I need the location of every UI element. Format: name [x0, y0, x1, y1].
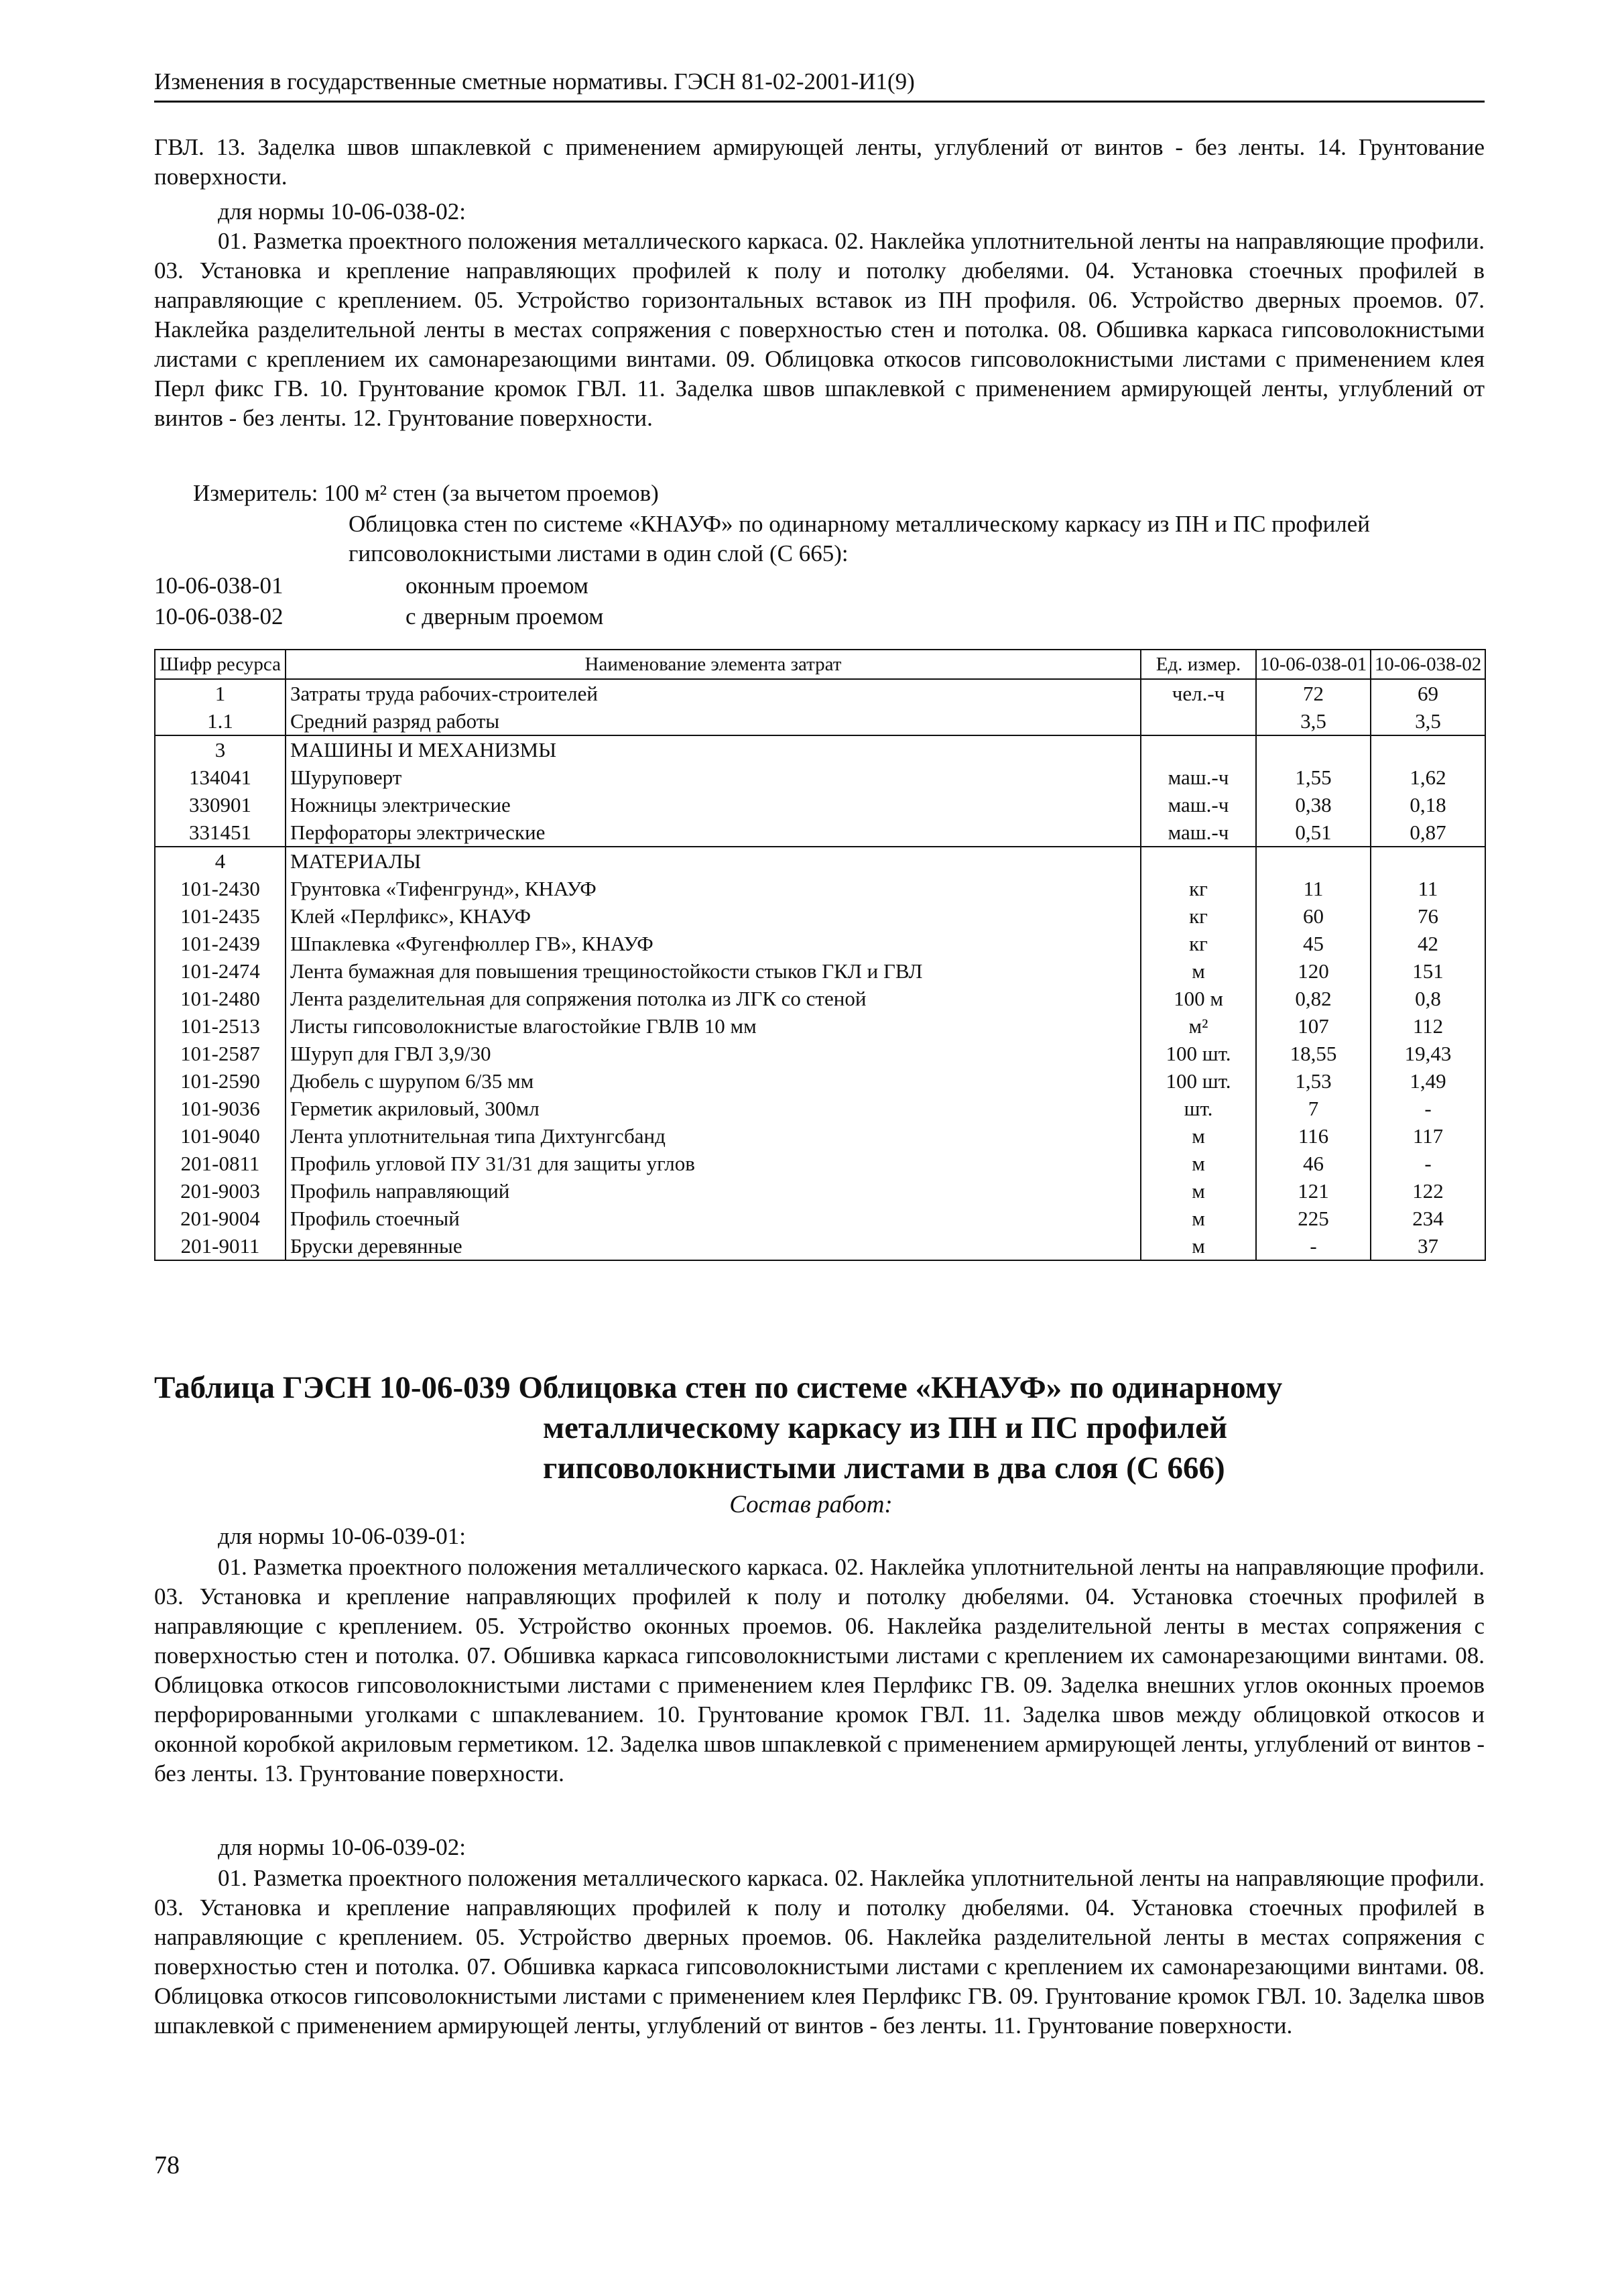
resource-unit: кг — [1141, 902, 1256, 930]
table-row — [155, 902, 1485, 930]
running-header: Изменения в государственные сметные нормативы. ГЭСН 81-02-2001-И1(9) — [154, 67, 1485, 103]
resource-code: 101-2474 — [155, 957, 286, 985]
table-row — [155, 819, 1485, 847]
resource-unit: 100 шт. — [1141, 1067, 1256, 1095]
value-038-01: 60 — [1256, 902, 1371, 930]
table-row — [155, 1067, 1485, 1095]
resource-code: 101-2435 — [155, 902, 286, 930]
resource-code: 134041 — [155, 764, 286, 791]
value-038-02: 117 — [1371, 1122, 1485, 1150]
resource-unit: м — [1141, 1205, 1256, 1232]
value-038-01 — [1256, 735, 1371, 764]
header-code: Шифр ресурса — [155, 650, 286, 679]
value-038-01: 120 — [1256, 957, 1371, 985]
resource-code: 201-9011 — [155, 1232, 286, 1260]
resource-unit: м — [1141, 957, 1256, 985]
resource-name: Лента разделительная для сопряжения потолка из ЛГК со стеной — [286, 985, 1141, 1012]
resource-unit: маш.-ч — [1141, 791, 1256, 819]
resource-name: Профиль направляющий — [286, 1177, 1141, 1205]
value-038-01: 72 — [1256, 679, 1371, 707]
value-038-02: - — [1371, 1150, 1485, 1177]
resource-unit — [1141, 735, 1256, 764]
resource-name: Профиль угловой ПУ 31/31 для защиты углов — [286, 1150, 1141, 1177]
value-038-01: 1,55 — [1256, 764, 1371, 791]
resource-code: 101-2430 — [155, 875, 286, 902]
resource-name: Бруски деревянные — [286, 1232, 1141, 1260]
norm-code: 10-06-038-01 — [154, 572, 284, 599]
value-038-01: - — [1256, 1232, 1371, 1260]
value-038-02: 1,49 — [1371, 1067, 1485, 1095]
value-038-02: - — [1371, 1095, 1485, 1122]
work-list-038-02: 01. Разметка проектного положения металлического каркаса. 02. Наклейка уплотнительной ленты на направляющие профили. 03. Установка и крепление направляющих профилей к полу и потолку дюбелями. 04. Установка стоечных профилей в направляющие с креплением. 05. Устройство горизонтальных вставок из ПН профиля. 06. Устройство дверных проемов. 07. Наклейка разделительной ленты в местах сопряжения с поверхностью стен и потолка. 08. Обшивка каркаса гипсоволокнистыми листами с креплением их самонарезающими винтами. 09. Облицовка откосов гипсоволокнистыми листами с применением клея Перл фикс ГВ. 10. Грунтование кромок ГВЛ. 11. Заделка швов шпаклевкой с применением армирующей ленты, углублений от винтов - без ленты. 12. Грунтование поверхности. — [154, 228, 1485, 431]
resource-code: 3 — [155, 735, 286, 764]
table-header-row — [155, 650, 1485, 679]
resource-name: Грунтовка «Тифенгрунд», КНАУФ — [286, 875, 1141, 902]
measure-unit: Измеритель: 100 м² стен (за вычетом проемов) — [193, 480, 659, 506]
resource-name: Лента бумажная для повышения трещиностойкости стыков ГКЛ и ГВЛ — [286, 957, 1141, 985]
resource-unit: 100 м — [1141, 985, 1256, 1012]
table-row — [155, 1122, 1485, 1150]
value-038-02: 1,62 — [1371, 764, 1485, 791]
norm-code: 10-06-038-02 — [154, 603, 284, 629]
resource-unit: маш.-ч — [1141, 764, 1256, 791]
table-row — [155, 847, 1485, 875]
resource-name: Ножницы электрические — [286, 791, 1141, 819]
value-038-01: 121 — [1256, 1177, 1371, 1205]
value-038-02: 69 — [1371, 679, 1485, 707]
resource-unit: кг — [1141, 930, 1256, 957]
table-row — [155, 930, 1485, 957]
header-col1: 10-06-038-01 — [1256, 650, 1371, 679]
resource-unit: м — [1141, 1150, 1256, 1177]
resource-code: 201-9003 — [155, 1177, 286, 1205]
value-038-01: 0,51 — [1256, 819, 1371, 847]
resource-code: 101-9040 — [155, 1122, 286, 1150]
resource-name: МАШИНЫ И МЕХАНИЗМЫ — [286, 735, 1141, 764]
value-038-01: 0,38 — [1256, 791, 1371, 819]
resource-code: 101-9036 — [155, 1095, 286, 1122]
value-038-02: 19,43 — [1371, 1040, 1485, 1067]
resource-unit: маш.-ч — [1141, 819, 1256, 847]
resource-unit: чел.-ч — [1141, 679, 1256, 707]
table-row — [155, 875, 1485, 902]
table-row — [155, 1012, 1485, 1040]
section-title-line: металлическому каркасу из ПН и ПС профилей — [543, 1410, 1228, 1445]
resource-name: Шпаклевка «Фугенфюллер ГВ», КНАУФ — [286, 930, 1141, 957]
table-caption: Облицовка стен по системе «КНАУФ» по одинарному металлическому каркасу из ПН и ПС профилей гипсоволокнистыми листами в один слой (С 665): — [349, 511, 1371, 566]
table-row — [155, 1095, 1485, 1122]
resource-code: 1.1 — [155, 707, 286, 735]
norm-label-038-02: для нормы 10-06-038-02: — [218, 198, 466, 225]
resource-code: 101-2587 — [155, 1040, 286, 1067]
header-col2: 10-06-038-02 — [1371, 650, 1485, 679]
resource-name: МАТЕРИАЛЫ — [286, 847, 1141, 875]
resource-code: 101-2590 — [155, 1067, 286, 1095]
value-038-02: 3,5 — [1371, 707, 1485, 735]
resource-name: Шуруп для ГВЛ 3,9/30 — [286, 1040, 1141, 1067]
value-038-02 — [1371, 735, 1485, 764]
header-name: Наименование элемента затрат — [286, 650, 1141, 679]
resource-unit: м — [1141, 1122, 1256, 1150]
value-038-01: 46 — [1256, 1150, 1371, 1177]
work-list-039-02: 01. Разметка проектного положения металлического каркаса. 02. Наклейка уплотнительной ленты на направляющие профили. 03. Установка и крепление направляющих профилей к полу и потолку дюбелями. 04. Установка стоечных профилей в направляющие с креплением. 05. Устройство дверных проемов. 06. Наклейка разделительной ленты в местах сопряжения с поверхностью стен и потолка. 07. Обшивка каркаса гипсоволокнистыми листами с креплением их самонарезающими винтами. 08. Облицовка откосов гипсоволокнистыми листами с применением клея Перлфикс ГВ. 09. Грунтование кромок ГВЛ. 10. Заделка швов шпаклевкой с применением армирующей ленты, углублений от винтов - без ленты. 11. Грунтование поверхности. — [154, 1865, 1485, 2039]
value-038-01: 3,5 — [1256, 707, 1371, 735]
resource-unit: м² — [1141, 1012, 1256, 1040]
resource-name: Дюбель с шурупом 6/35 мм — [286, 1067, 1141, 1095]
resource-unit — [1141, 707, 1256, 735]
norm-label-039-02: для нормы 10-06-039-02: — [218, 1834, 466, 1860]
resource-name: Профиль стоечный — [286, 1205, 1141, 1232]
section-title-line: Таблица ГЭСН 10-06-039 Облицовка стен по системе «КНАУФ» по одинарному — [154, 1370, 1283, 1405]
resource-name: Герметик акриловый, 300мл — [286, 1095, 1141, 1122]
value-038-02 — [1371, 847, 1485, 875]
value-038-01: 107 — [1256, 1012, 1371, 1040]
value-038-02: 42 — [1371, 930, 1485, 957]
header-unit: Ед. измер. — [1141, 650, 1256, 679]
value-038-01: 116 — [1256, 1122, 1371, 1150]
value-038-02: 0,8 — [1371, 985, 1485, 1012]
resource-name: Клей «Перлфикс», КНАУФ — [286, 902, 1141, 930]
value-038-01: 18,55 — [1256, 1040, 1371, 1067]
table-row — [155, 791, 1485, 819]
table-row — [155, 1040, 1485, 1067]
resource-code: 201-9004 — [155, 1205, 286, 1232]
value-038-01: 11 — [1256, 875, 1371, 902]
table-row — [155, 1177, 1485, 1205]
value-038-02: 0,87 — [1371, 819, 1485, 847]
value-038-02: 0,18 — [1371, 791, 1485, 819]
resource-unit: кг — [1141, 875, 1256, 902]
value-038-01: 225 — [1256, 1205, 1371, 1232]
value-038-02: 11 — [1371, 875, 1485, 902]
norm-description: оконным проемом — [406, 572, 588, 599]
value-038-02: 151 — [1371, 957, 1485, 985]
resource-name: Шуруповерт — [286, 764, 1141, 791]
section-subtitle: Состав работ: — [729, 1491, 893, 1518]
resource-unit: 100 шт. — [1141, 1040, 1256, 1067]
resource-code: 330901 — [155, 791, 286, 819]
table-body — [155, 679, 1485, 1260]
norm-description: с дверным проемом — [406, 603, 604, 629]
value-038-02: 37 — [1371, 1232, 1485, 1260]
table-row — [155, 764, 1485, 791]
value-038-01: 7 — [1256, 1095, 1371, 1122]
table-row — [155, 679, 1485, 707]
value-038-01: 0,82 — [1256, 985, 1371, 1012]
resource-name: Перфораторы электрические — [286, 819, 1141, 847]
value-038-02: 234 — [1371, 1205, 1485, 1232]
value-038-02: 112 — [1371, 1012, 1485, 1040]
resource-unit: м — [1141, 1177, 1256, 1205]
table-row — [155, 735, 1485, 764]
section-title-line: гипсоволокнистыми листами в два слоя (С 666) — [543, 1451, 1225, 1486]
resource-unit — [1141, 847, 1256, 875]
table-row — [155, 1205, 1485, 1232]
value-038-01: 1,53 — [1256, 1067, 1371, 1095]
resource-code: 4 — [155, 847, 286, 875]
resource-unit: шт. — [1141, 1095, 1256, 1122]
resource-code: 101-2439 — [155, 930, 286, 957]
resource-name: Лента уплотнительная типа Дихтунгсбанд — [286, 1122, 1141, 1150]
work-list-039-01: 01. Разметка проектного положения металлического каркаса. 02. Наклейка уплотнительной ленты на направляющие профили. 03. Установка и крепление направляющих профилей к полу и потолку дюбелями. 04. Установка стоечных профилей в направляющие с креплением. 05. Устройство оконных проемов. 06. Наклейка разделительной ленты в местах сопряжения с поверхностью стен и потолка. 07. Обшивка каркаса гипсоволокнистыми листами с креплением их самонарезающими винтами. 08. Облицовка откосов гипсоволокнистыми листами с применением клея Перлфикс ГВ. 09. Заделка внешних углов оконных проемов перфорированными уголками с шпаклеванием. 10. Грунтование кромок ГВЛ. 11. Заделка швов между облицовкой откосов и оконной коробкой акриловым герметиком. 12. Заделка швов шпаклевкой с применением армирующей ленты, углублений от винтов - без ленты. 13. Грунтование поверхности. — [154, 1554, 1485, 1787]
norm-label-039-01: для нормы 10-06-039-01: — [218, 1523, 466, 1549]
resource-name: Средний разряд работы — [286, 707, 1141, 735]
value-038-02: 122 — [1371, 1177, 1485, 1205]
table-row — [155, 957, 1485, 985]
value-038-01: 45 — [1256, 930, 1371, 957]
section-title — [154, 1368, 1485, 1488]
resource-code: 1 — [155, 679, 286, 707]
table-row — [155, 985, 1485, 1012]
resource-name: Затраты труда рабочих-строителей — [286, 679, 1141, 707]
value-038-01 — [1256, 847, 1371, 875]
resource-code: 101-2480 — [155, 985, 286, 1012]
resource-name: Листы гипсоволокнистые влагостойкие ГВЛВ 10 мм — [286, 1012, 1141, 1040]
table-row — [155, 707, 1485, 735]
resource-table — [154, 649, 1486, 1261]
intro-paragraph: ГВЛ. 13. Заделка швов шпаклевкой с применением армирующей ленты, углублений от винтов - без ленты. 14. Грунтование поверхности. — [154, 134, 1485, 190]
resource-unit: м — [1141, 1232, 1256, 1260]
table-row — [155, 1150, 1485, 1177]
table-row — [155, 1232, 1485, 1260]
resource-code: 101-2513 — [155, 1012, 286, 1040]
page-number: 78 — [154, 2151, 180, 2179]
resource-code: 201-0811 — [155, 1150, 286, 1177]
value-038-02: 76 — [1371, 902, 1485, 930]
resource-code: 331451 — [155, 819, 286, 847]
